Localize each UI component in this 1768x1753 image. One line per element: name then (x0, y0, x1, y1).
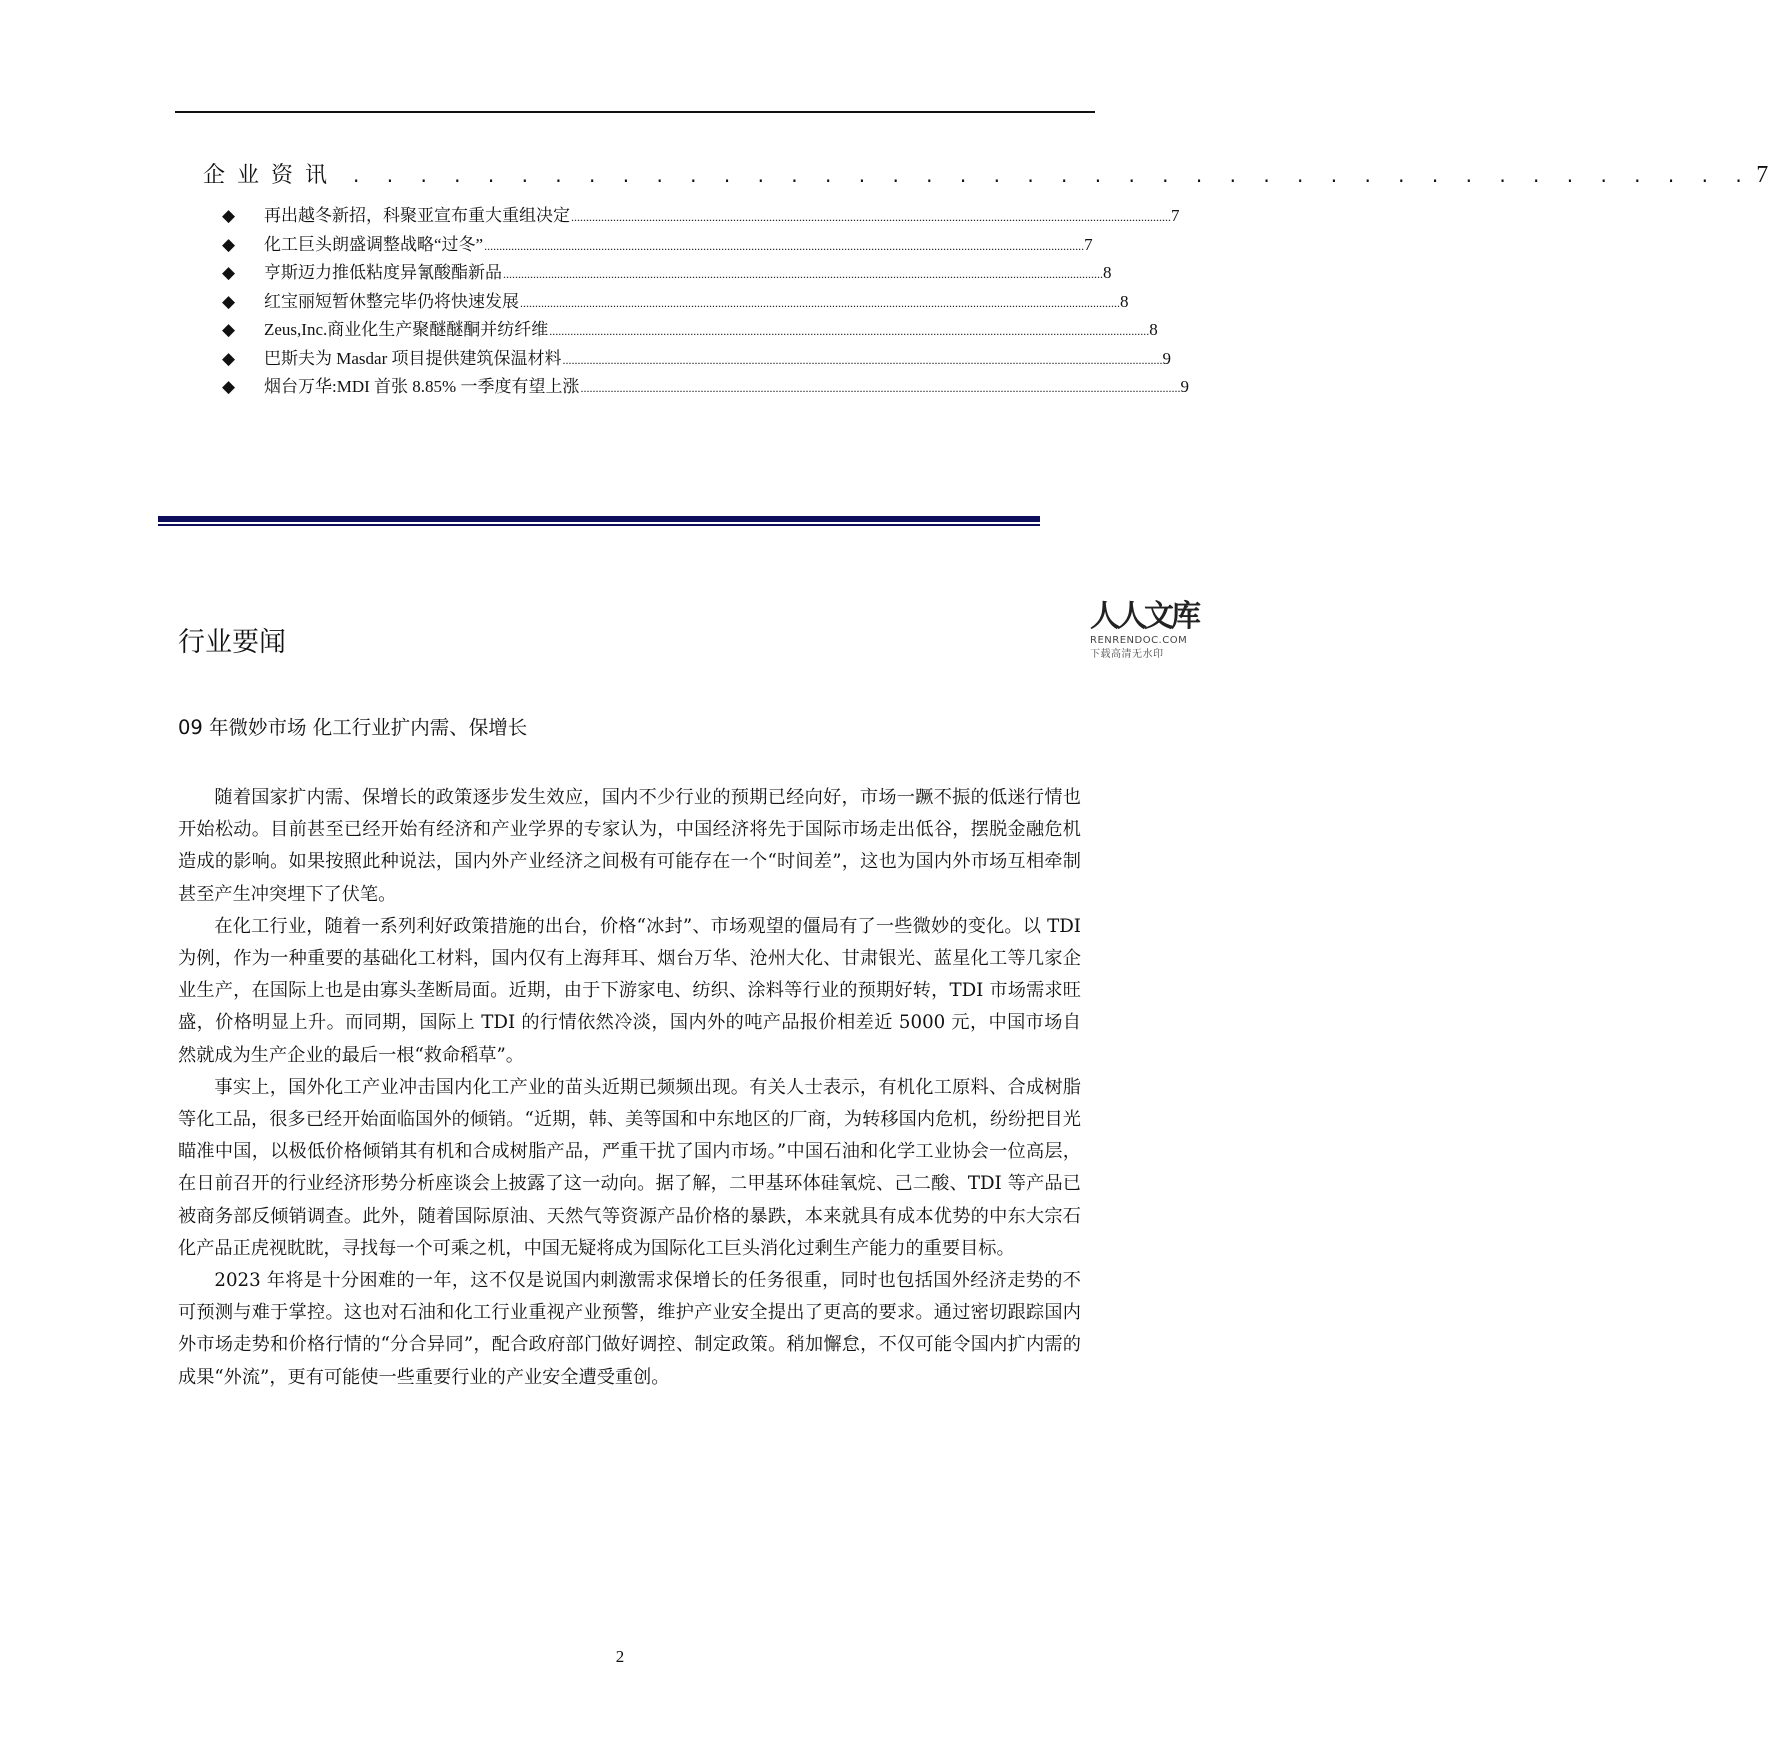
article-paragraph: 随着国家扩内需、保增长的政策逐步发生效应，国内不少行业的预期已经向好，市场一蹶不振的低迷行情也开始松动。目前甚至已经开始有经济和产业学界的专家认为，中国经济将先于国际市场走出低谷，摆脱金融危机造成的影响。如果按照此种说法，国内外产业经济之间极有可能存在一个“时间差”，这也为国内外市场互相牵制甚至产生冲突埋下了伏笔。 (178, 787, 1081, 905)
toc-heading-page: 7 (1756, 162, 1768, 188)
article-paragraph: 2023 年将是十分困难的一年，这不仅是说国内刺激需求保增长的任务很重，同时也包括国外经济走势的不可预测与难于掌控。这也对石油和化工行业重视产业预警，维护产业安全提出了更高的要求。通过密切跟踪国内外市场走势和价格行情的“分合异同”，配合政府部门做好调控、制定政策。稍加懈怠，不仅可能令国内扩内需的成果“外流”，更有可能使一些重要行业的产业安全遭受重创。 (178, 1270, 1081, 1388)
toc-item-leader: ........................................................................................................................................................................................................ (571, 210, 1171, 224)
toc-heading-title: 企业资讯 (203, 163, 340, 188)
watermark-domain: RENRENDOC.COM (1090, 635, 1188, 646)
toc-item-page: 7 (1171, 206, 1180, 225)
toc-heading-leader: . . . . . . . . . . . . . . . . . . . . . . . . . . . . . . . . . . . . . . . . . . (353, 163, 1753, 187)
watermark-logo (1090, 600, 1230, 662)
toc-item[interactable] (222, 230, 1093, 259)
article-paragraph: 在化工行业，随着一系列利好政策措施的出台，价格“冰封”、市场观望的僵局有了一些微妙的变化。以 TDI 为例，作为一种重要的基础化工材料，国内仅有上海拜耳、烟台万华、沧州大化、甘肃银光、蓝星化工等几家企业生产，在国际上也是由寡头垄断局面。近期，由于下游家电、纺织、涂料等行业的预期好转，TDI 市场需求旺盛，价格明显上升。而同期，国际上 TDI 的行情依然冷淡，国内外的吨产品报价相差近 5000 元，中国市场自然就成为生产企业的最后一根“救命稻草”。 (178, 915, 1081, 1066)
toc-item[interactable] (222, 287, 1129, 316)
toc-heading[interactable] (203, 158, 1768, 190)
diamond-bullet-icon: ◆ (222, 234, 236, 254)
toc-item[interactable] (222, 201, 1180, 230)
toc-item[interactable] (222, 344, 1171, 373)
header-rule (175, 111, 1095, 113)
diamond-bullet-icon: ◆ (222, 291, 236, 311)
page-number: 2 (615, 1647, 625, 1666)
article-paragraph: 事实上，国外化工产业冲击国内化工产业的苗头近期已频频出现。有关人士表示，有机化工原料、合成树脂等化工品，很多已经开始面临国外的倾销。“近期，韩、美等国和中东地区的厂商，为转移国内危机，纷纷把目光瞄准中国，以极低价格倾销其有机和合成树脂产品，严重干扰了国内市场。”中国石油和化学工业协会一位高层，在日前召开的行业经济形势分析座谈会上披露了这一动向。据了解，二甲基环体硅氧烷、己二酸、TDI 等产品已被商务部反倾销调查。此外，随着国际原油、天然气等资源产品价格的暴跌，本来就具有成本优势的中东大宗石化产品正虎视眈眈，寻找每一个可乘之机，中国无疑将成为国际化工巨头消化过剩生产能力的重要目标。 (178, 1076, 1081, 1259)
diamond-bullet-icon: ◆ (222, 377, 236, 396)
diamond-bullet-icon: ◆ (222, 263, 236, 282)
toc-item-text: Zeus,Inc.商业化生产聚醚醚酮并纺纤维 (264, 320, 549, 339)
toc-item[interactable] (222, 258, 1112, 287)
toc-item-page: 8 (1103, 263, 1112, 282)
toc-item-text: 红宝丽短暂休整完毕仍将快速发展 (264, 291, 519, 311)
section-divider (158, 516, 1040, 526)
toc-item-page: 7 (1084, 234, 1093, 254)
toc-list (222, 201, 1189, 401)
toc-item-leader: ........................................................................................................................................................................................................ (520, 295, 1120, 310)
toc-item-text: 巴斯夫为 Masdar 项目提供建筑保温材料 (264, 348, 562, 368)
toc-item-leader: ........................................................................................................................................................................................................ (549, 324, 1150, 338)
article-title: 09 年微妙市场 化工行业扩内需、保增长 (178, 716, 528, 739)
divider-thin-line (158, 524, 1040, 526)
section-title: 行业要闻 (178, 627, 286, 658)
toc-item[interactable] (222, 372, 1189, 401)
toc-item-text: 再出越冬新招，科聚亚宣布重大重组决定 (264, 206, 570, 225)
toc-item-page: 8 (1149, 320, 1158, 339)
diamond-bullet-icon: ◆ (222, 206, 236, 225)
toc-item-leader: ........................................................................................................................................................................................................ (503, 267, 1103, 281)
toc-item-page: 9 (1162, 348, 1171, 368)
watermark-brand: 人人文库 (1090, 599, 1198, 634)
toc-item-leader: ........................................................................................................................................................................................................ (484, 238, 1085, 253)
toc-item-text: 烟台万华:MDI 首张 8.85% 一季度有望上涨 (264, 377, 580, 396)
toc-item-page: 9 (1180, 377, 1189, 396)
toc-item-text: 亨斯迈力推低粘度异氰酸酯新品 (264, 263, 502, 282)
toc-item-leader: ........................................................................................................................................................................................................ (580, 381, 1181, 395)
diamond-bullet-icon: ◆ (222, 320, 236, 339)
toc-item-page: 8 (1120, 291, 1129, 311)
toc-item-text: 化工巨头朗盛调整战略“过冬” (264, 234, 484, 254)
article-body (178, 782, 1081, 1394)
watermark-tagline: 下载高清无水印 (1090, 649, 1164, 660)
toc-item-leader: ........................................................................................................................................................................................................ (562, 352, 1163, 367)
toc-item[interactable] (222, 315, 1158, 344)
diamond-bullet-icon: ◆ (222, 348, 236, 368)
